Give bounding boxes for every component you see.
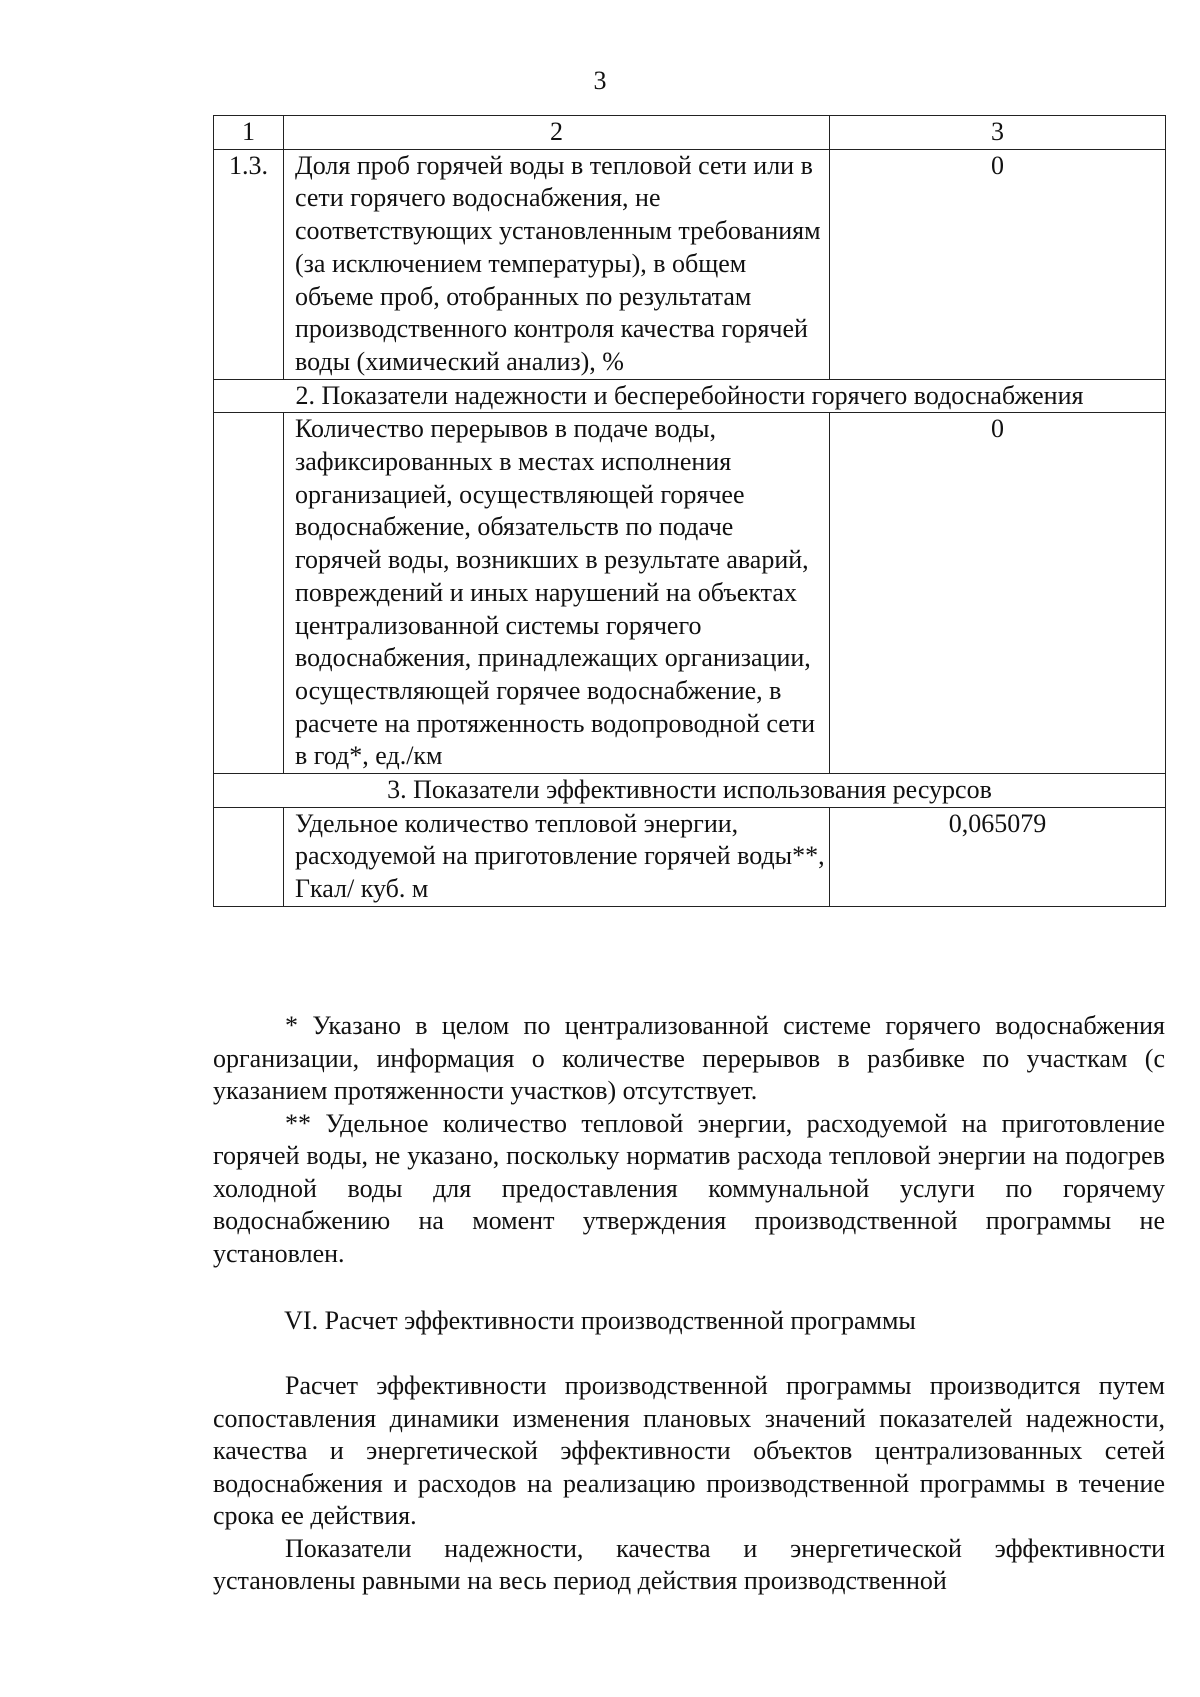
header-col-2: 2 — [284, 116, 830, 150]
row-value: 0 — [830, 149, 1166, 379]
row-number: 1.3. — [214, 149, 284, 379]
table-row — [214, 149, 1166, 379]
footnotes — [213, 1010, 1165, 1270]
indicators-table — [213, 115, 1166, 907]
section-2-heading: 2. Показатели надежности и бесперебойности горячего водоснабжения — [214, 379, 1166, 413]
row-indicator-text: Доля проб горячей воды в тепловой сети или в сети горячего водоснабжения, не соответствующих установленным требованиям (за исключением температуры), в общем объеме проб, отобранных по результатам производственного контроля качества горячей воды (химический анализ), % — [284, 149, 830, 379]
section-row — [214, 379, 1166, 413]
paragraph: Расчет эффективности производственной программы производится путем сопоставления динамики изменения плановых значений показателей надежности, качества и энергетической эффективности объектов централизованных сетей водоснабжения и расходов на реализацию производственной программы в течение срока ее действия. — [213, 1371, 1165, 1530]
row-value: 0 — [830, 413, 1166, 774]
section-vi-body — [213, 1370, 1165, 1598]
paragraph: Показатели надежности, качества и энергетической эффективности установлены равными на весь период действия производственной — [213, 1533, 1165, 1595]
section-row — [214, 774, 1166, 808]
page-number: 3 — [593, 66, 607, 95]
footnote-2: ** Удельное количество тепловой энергии, расходуемой на приготовление горячей воды, не указано, поскольку норматив расхода тепловой энергии на подогрев холодной воды для предоставления коммунальной услуги по горячему водоснабжению на момент утверждения производственной программы не установлен. — [213, 1108, 1165, 1268]
row-number — [214, 413, 284, 774]
table-header-row — [214, 116, 1166, 150]
section-vi-title: VI. Расчет эффективности производственной программы — [284, 1306, 916, 1335]
header-col-3: 3 — [830, 116, 1166, 150]
table-row — [214, 807, 1166, 906]
footnote-1: * Указано в целом по централизованной системе горячего водоснабжения организации, информация о количестве перерывов в разбивке по участкам (с указанием протяженности участков) отсутствует. — [213, 1011, 1165, 1105]
row-indicator-text: Удельное количество тепловой энергии, расходуемой на приготовление горячей воды**, Гкал/ куб. м — [284, 807, 830, 906]
table-row — [214, 413, 1166, 774]
section-3-heading: 3. Показатели эффективности использования ресурсов — [214, 774, 1166, 808]
row-indicator-text: Количество перерывов в подаче воды, зафиксированных в местах исполнения организацией, осуществляющей горячее водоснабжение, обязательств по подаче горячей воды, возникших в результате аварий, повреждений и иных нарушений на объектах централизованной системы горячего водоснабжения, принадлежащих организации, осуществляющей горячее водоснабжение, в расчете на протяженность водопроводной сети в год*, ед./км — [284, 413, 830, 774]
header-col-1: 1 — [214, 116, 284, 150]
row-number — [214, 807, 284, 906]
row-value: 0,065079 — [830, 807, 1166, 906]
